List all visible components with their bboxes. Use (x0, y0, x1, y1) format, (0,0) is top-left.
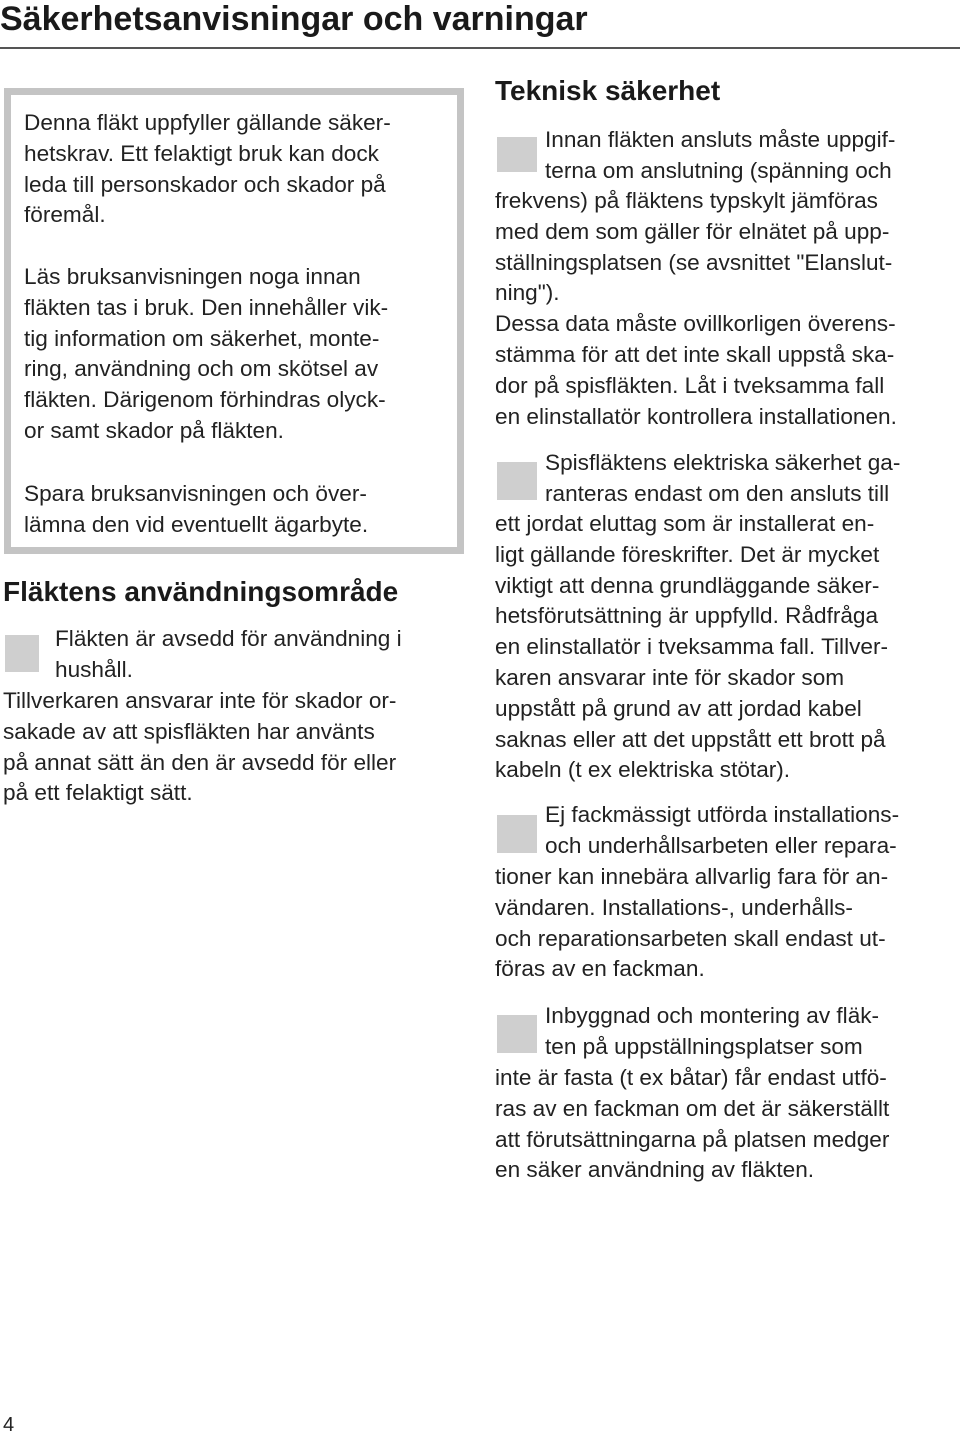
technical-item-4-body: inte är fasta (t ex båtar) får endast utfö- ras av en fackman om det är säkerställt att förutsättningarna på platsen medger en säker användning av fläkten. (495, 1065, 890, 1183)
intro-paragraph-3: Spara bruksanvisningen och över- lämna den vid eventuellt ägarbyte. (24, 481, 369, 537)
page-title: Säkerhetsanvisningar och varningar (0, 0, 588, 38)
title-divider (0, 47, 960, 49)
usage-item-1-body: Tillverkaren ansvarar inte för skador or- sakade av att spisfläkten har använts på annat sätt än den är avsedd för eller på ett felaktigt sätt. (3, 688, 397, 806)
technical-item-4-lead: Inbyggnad och montering av fläk- ten på uppställningsplatser som (545, 1003, 880, 1059)
technical-bullet-marker-2 (497, 462, 537, 500)
technical-item-3-lead: Ej fackmässigt utförda installations- och underhållsarbeten eller repara- (545, 802, 900, 858)
technical-item-2-lead: Spisfläktens elektriska säkerhet ga- ranteras endast om den ansluts till (545, 450, 901, 506)
usage-item-1-lead: Fläkten är avsedd för användning i hushåll. (55, 626, 402, 682)
usage-bullet-marker (5, 635, 39, 672)
technical-item-2-body: ett jordat eluttag som är installerat en- ligt gällande föreskrifter. Det är mycket viktigt att denna grundläggande säker- hetsförutsättning är uppfylld. Rådfråga en elinstallatör i tveksamma fall. Tillver- karen ansvarar inte för skador som uppstått på grund av att jordad kabel saknas eller att det uppstått ett brott på kabeln (t ex elektriska stötar). (495, 511, 889, 783)
usage-heading: Fläktens användningsområde (3, 576, 399, 607)
technical-bullet-marker-3 (497, 815, 537, 853)
intro-paragraph-1: Denna fläkt uppfyller gällande säker- hetskrav. Ett felaktigt bruk kan dock leda till personskador och skador på föremål. (24, 110, 391, 228)
technical-item-1-lead: Innan fläkten ansluts måste uppgif- terna om anslutning (spänning och (545, 127, 896, 183)
technical-bullet-marker-1 (497, 137, 537, 172)
intro-paragraph-2: Läs bruksanvisningen noga innan fläkten tas i bruk. Den innehåller vik- tig information om säkerhet, monte- ring, användning och om skötsel av fläkten. Därigenom förhindras olyck- or samt skador på fläkten. (24, 264, 389, 443)
technical-item-3-body: tioner kan innebära allvarlig fara för an- vändaren. Installations-, underhålls- och reparationsarbeten skall endast ut- föras av en fackman. (495, 864, 889, 982)
page-number: 4 (3, 1414, 15, 1436)
technical-bullet-marker-4 (497, 1015, 537, 1053)
technical-item-1-body: frekvens) på fläktens typskylt jämföras med dem som gäller för elnätet på upp- ställningsplatsen (se avsnittet "Elanslut- ning"). Dessa data måste ovillkorligen överens- stämma för att det inte skall uppstå ska- dor på spisfläkten. Låt i tveksamma fall en elinstallatör kontrollera installationen. (495, 188, 897, 429)
technical-heading: Teknisk säkerhet (495, 75, 721, 106)
